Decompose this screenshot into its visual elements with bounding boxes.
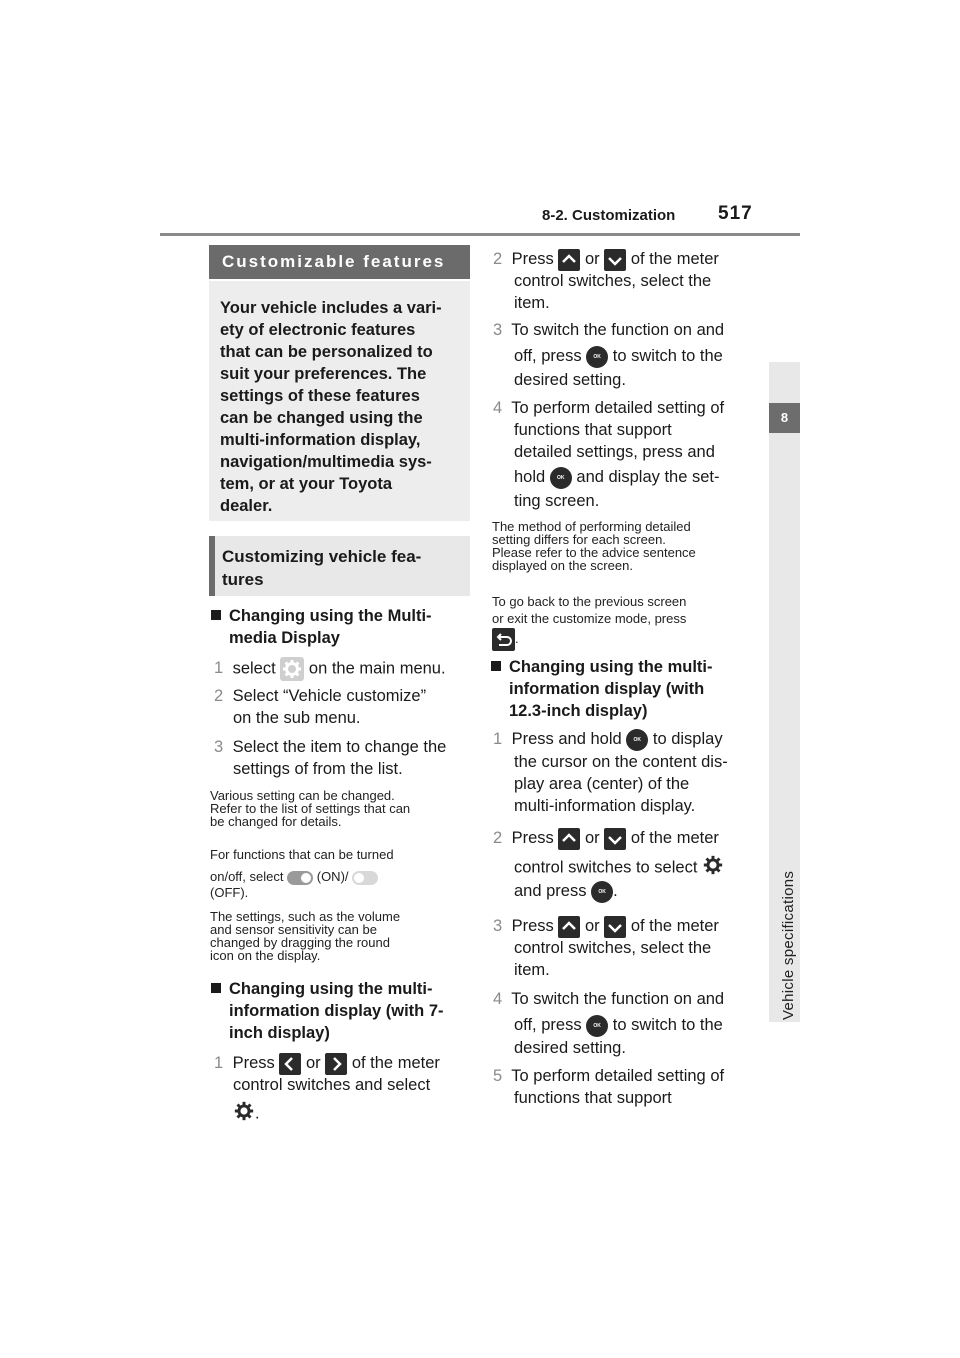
- step-text: control switches, select the: [514, 272, 712, 290]
- heading-line: Changing using the multi-: [509, 658, 713, 676]
- note-text: (ON)/: [316, 869, 349, 884]
- up-arrow-icon: [558, 828, 580, 850]
- mid12-step-4-line2: [514, 1014, 754, 1037]
- intro-line: that can be personalized to: [220, 343, 433, 361]
- gear-icon: [702, 854, 724, 882]
- step-text: of the meter: [351, 1054, 440, 1072]
- heading-line: 12.3-inch display): [509, 702, 648, 720]
- step-text: .: [255, 1104, 260, 1123]
- mid12-step-2-line2: [514, 854, 759, 882]
- step-text: or: [584, 829, 600, 847]
- down-arrow-icon: [604, 916, 626, 938]
- mid7-note-1: [492, 520, 757, 572]
- mid7-step-3-line3: desired setting.: [514, 371, 626, 389]
- mid12-step-4: [493, 988, 758, 1010]
- up-arrow-icon: [558, 916, 580, 938]
- header-rule: [160, 233, 800, 236]
- chapter-label: Vehicle specifications: [780, 870, 797, 1020]
- mid12-step-1-cont: [514, 751, 754, 817]
- ok-button-icon: OK: [586, 346, 608, 368]
- note-line: Please refer to the advice sentence: [492, 545, 696, 560]
- back-icon: [492, 628, 515, 651]
- mm-note-2: [210, 844, 470, 888]
- step-text: of the meter: [630, 829, 719, 847]
- step-text: Press: [511, 829, 554, 847]
- step-number: 4: [493, 990, 503, 1008]
- left-arrow-icon: [279, 1053, 301, 1075]
- note-text: on/off, select: [210, 869, 284, 884]
- page-number: 517: [718, 203, 753, 224]
- intro-line: can be changed using the: [220, 409, 423, 427]
- mid7-step-2: [493, 248, 753, 271]
- heading-line: information display (with 7-: [229, 1002, 444, 1020]
- intro-line: settings of these features: [220, 387, 420, 405]
- ok-button-icon: OK: [550, 467, 572, 489]
- ok-button-icon: OK: [591, 881, 613, 903]
- step-text: off, press: [514, 1016, 582, 1034]
- step-text: or: [305, 1054, 321, 1072]
- note-text: .: [515, 630, 519, 646]
- step-text: Press and hold: [511, 730, 622, 748]
- down-arrow-icon: [604, 828, 626, 850]
- step-text: settings of from the list.: [233, 760, 403, 778]
- step-text: to switch to the: [612, 347, 723, 365]
- intro-line: tem, or at your Toyota: [220, 475, 393, 493]
- mid12-step-5: [493, 1065, 758, 1109]
- toggle-on-icon: [287, 871, 313, 885]
- mid12-step-3: [493, 915, 758, 938]
- step-number: 2: [493, 250, 503, 268]
- note-line: changed by dragging the round: [210, 935, 390, 950]
- mid7-note-2: [492, 593, 757, 627]
- step-number: 1: [214, 659, 224, 678]
- step-text: off, press: [514, 347, 582, 365]
- step-text: Select “Vehicle customize”: [232, 687, 427, 705]
- note-line: To go back to the previous screen: [492, 594, 687, 609]
- mid7-step-4: [493, 397, 753, 463]
- ok-button-icon: OK: [626, 729, 648, 751]
- mid7-step-4-line4: [514, 466, 754, 489]
- note-line: Various setting can be changed.: [210, 788, 395, 803]
- square-bullet-icon: [211, 610, 221, 620]
- step-number: 1: [493, 730, 503, 748]
- step-number: 3: [493, 321, 503, 339]
- mid12-step-2-line3: [514, 880, 754, 903]
- heading-line: Changing using the Multi-: [229, 607, 432, 625]
- mid12-step-1: [493, 728, 758, 751]
- step-text: or: [584, 250, 600, 268]
- step-text: Select the item to change the: [232, 738, 447, 756]
- note-line: Refer to the list of settings that can: [210, 801, 411, 816]
- step-text: the cursor on the content dis-: [514, 753, 728, 771]
- step-text: control switches, select the: [514, 939, 712, 957]
- up-arrow-icon: [558, 249, 580, 271]
- step-text: and display the set-: [576, 468, 720, 486]
- mm-step-1: [214, 657, 474, 681]
- square-bullet-icon: [211, 983, 221, 993]
- step-text: Press: [511, 250, 554, 268]
- step-text: hold: [514, 468, 546, 486]
- step-text: item.: [514, 961, 550, 979]
- step-number: 4: [493, 399, 503, 417]
- note-line: or exit the customize mode, press: [492, 611, 687, 626]
- section-title: 8-2. Customization: [542, 207, 676, 224]
- mid7-step-4-line5: ting screen.: [514, 492, 600, 510]
- heading-line: inch display): [229, 1024, 330, 1042]
- step-text: detailed settings, press and: [514, 443, 715, 461]
- step-number: 1: [214, 1054, 224, 1072]
- down-arrow-icon: [604, 249, 626, 271]
- step-text: Press: [232, 1054, 275, 1072]
- mid12-step-4-line3: desired setting.: [514, 1039, 626, 1057]
- mid12-step-3-cont: [514, 937, 754, 981]
- step-text: to display: [652, 730, 723, 748]
- intro-line: Your vehicle includes a vari-: [220, 299, 442, 317]
- mid7-note-2-end: [492, 628, 519, 651]
- note-line: and sensor sensitivity can be: [210, 922, 377, 937]
- subheading: [222, 545, 462, 591]
- step-text: .: [613, 882, 618, 900]
- intro-line: suit your preferences. The: [220, 365, 427, 383]
- note-line: For functions that can be turned: [210, 847, 394, 862]
- step-text: and press: [514, 882, 587, 900]
- step-text: item.: [514, 294, 550, 312]
- note-line: The method of performing detailed: [492, 519, 691, 534]
- square-bullet-icon: [491, 661, 501, 671]
- subheading-line: tures: [222, 570, 264, 589]
- toggle-off-icon: [352, 871, 378, 885]
- mm-step-3: [214, 736, 474, 780]
- subheading-line: Customizing vehicle fea-: [222, 547, 422, 566]
- intro-text: [220, 297, 465, 517]
- step-text: Press: [511, 917, 554, 935]
- mid7-step-1-line2: control switches and select: [233, 1076, 431, 1094]
- step-text: to switch to the: [612, 1016, 723, 1034]
- step-number: 2: [493, 829, 503, 847]
- ok-button-icon: OK: [586, 1015, 608, 1037]
- step-number: 3: [214, 738, 224, 756]
- heading-line: information display (with: [509, 680, 705, 698]
- step-text: To perform detailed setting of: [511, 399, 725, 417]
- mid7-step-3: [493, 319, 753, 341]
- step-text: To switch the function on and: [511, 321, 725, 339]
- section-heading: Customizable features: [209, 245, 470, 279]
- mid12-heading: [491, 656, 756, 722]
- mm-note-1: [210, 789, 470, 828]
- step-number: 2: [214, 687, 224, 705]
- step-text: functions that support: [514, 1089, 672, 1107]
- step-text: of the meter: [630, 250, 719, 268]
- heading-line: Changing using the multi-: [229, 980, 433, 998]
- mid7-heading: [211, 978, 471, 1044]
- intro-line: dealer.: [220, 497, 273, 515]
- mid7-step-2-cont: [514, 270, 754, 314]
- mid7-step-1: [214, 1052, 474, 1075]
- step-number: 5: [493, 1067, 503, 1085]
- gear-icon: [233, 1100, 255, 1128]
- step-text: of the meter: [630, 917, 719, 935]
- step-text: on the sub menu.: [233, 709, 361, 727]
- step-text: select: [232, 659, 276, 678]
- note-line: icon on the display.: [210, 948, 321, 963]
- mm-note-2-end: (OFF).: [210, 885, 249, 900]
- gear-icon: [280, 657, 304, 681]
- intro-line: ety of electronic features: [220, 321, 416, 339]
- heading-line: media Display: [229, 629, 340, 647]
- mm-step-2: [214, 685, 474, 729]
- right-arrow-icon: [325, 1053, 347, 1075]
- note-line: be changed for details.: [210, 814, 342, 829]
- step-text: or: [584, 917, 600, 935]
- note-line: setting differs for each screen.: [492, 532, 666, 547]
- intro-line: navigation/multimedia sys-: [220, 453, 432, 471]
- step-text: functions that support: [514, 421, 672, 439]
- step-text: control switches to select: [514, 858, 698, 877]
- step-text: on the main menu.: [308, 659, 446, 678]
- note-line: The settings, such as the volume: [210, 909, 401, 924]
- step-text: To perform detailed setting of: [511, 1067, 725, 1085]
- mid12-step-2: [493, 827, 758, 850]
- multimedia-heading: [211, 605, 471, 649]
- step-number: 3: [493, 917, 503, 935]
- step-text: play area (center) of the: [514, 775, 690, 793]
- mid7-step-3-line2: [514, 345, 754, 368]
- intro-line: multi-information display,: [220, 431, 421, 449]
- note-line: displayed on the screen.: [492, 558, 633, 573]
- mm-note-3: [210, 910, 470, 962]
- step-text: To switch the function on and: [511, 990, 725, 1008]
- chapter-number: 8: [769, 403, 800, 433]
- step-text: multi-information display.: [514, 797, 696, 815]
- mid7-step-1-line3: [233, 1100, 293, 1128]
